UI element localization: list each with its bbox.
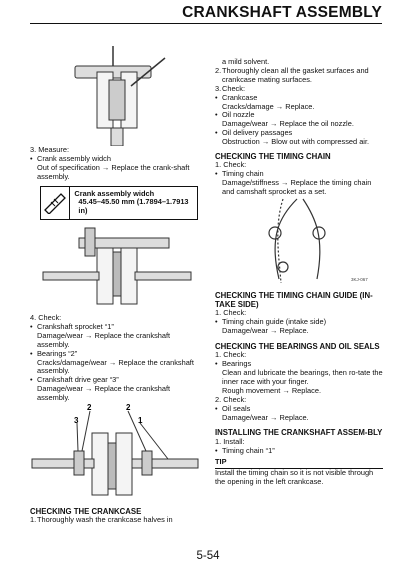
check-oil-passages: • Oil delivery passages bbox=[215, 129, 383, 138]
check-item-1-detail: Damage/wear → Replace the crankshaft assembly. bbox=[37, 330, 171, 349]
guide-heading: CHECKING THE TIMING CHAIN GUIDE (IN-TAKE SIDE) bbox=[215, 290, 373, 310]
step-3-num: 3. bbox=[215, 83, 222, 93]
spec-box bbox=[40, 186, 198, 220]
measure-detail: Out of specification → Replace the crank-shaft assembly. bbox=[37, 162, 190, 181]
check-oil-passages-detail: Obstruction → Blow out with compressed air. bbox=[222, 137, 370, 147]
spec-label: Crank assembly widch bbox=[74, 188, 155, 198]
step-2-num: 2. bbox=[215, 65, 222, 75]
check-item-3-detail: Damage/wear → Replace the crankshaft assembly. bbox=[37, 384, 171, 403]
left-column bbox=[30, 46, 200, 525]
callout-3: 3 bbox=[74, 416, 79, 426]
seal-item: • Oil seals bbox=[215, 405, 383, 414]
crankcase-step-1: 1. Thoroughly wash the crankcase halves in bbox=[30, 515, 173, 525]
install-item: • Timing chain “1” bbox=[215, 447, 383, 456]
guide-detail: Damage/wear → Replace. bbox=[222, 326, 309, 336]
guide-step: 1. Check: bbox=[215, 308, 247, 318]
bearing-detail-2: Rough movement → Replace. bbox=[222, 385, 322, 395]
spec-value: 45.45–45.50 mm (1.7894–1.7913 in) bbox=[78, 197, 189, 216]
check-item-1-name: • Crankshaft sprocket “1” bbox=[30, 323, 200, 332]
install-step: 1. Install: bbox=[215, 436, 245, 446]
bearing-detail: Clean and lubricate the bearings, then ro-tate the inner race with your finger. bbox=[222, 368, 383, 386]
callout-2a: 2 bbox=[87, 403, 92, 413]
tip-text: Install the timing chain so it is not visible through the opening in the left crankcase. bbox=[215, 468, 374, 487]
guide-item: • Timing chain guide (intake side) bbox=[215, 318, 383, 327]
bearing-heading: CHECKING THE BEARINGS AND OIL SEALS bbox=[215, 342, 380, 352]
solvent-cont: a mild solvent. bbox=[222, 57, 270, 66]
check-crankcase: • Crankcase bbox=[215, 94, 383, 103]
crankshaft-figure-top bbox=[35, 46, 195, 146]
callout-1: 1 bbox=[138, 416, 143, 426]
check-crankcase-detail: Cracks/damage → Replace. bbox=[222, 101, 315, 111]
seal-detail: Damage/wear → Replace. bbox=[222, 412, 309, 422]
header-rule bbox=[30, 23, 382, 24]
caliper-icon bbox=[41, 187, 70, 219]
check-oil-nozzle-detail: Damage/wear → Replace the oil nozzle. bbox=[222, 119, 354, 129]
check-item-2-name: • Bearings “2” bbox=[30, 350, 200, 359]
bearing-step-1: 1. Check: bbox=[215, 350, 247, 360]
timing-chain-step: 1. Check: bbox=[215, 160, 247, 170]
step-2-text: Thoroughly clean all the gasket surfaces and crankcase mating surfaces. bbox=[222, 65, 369, 84]
crankcase-step-1-text: Thoroughly wash the crankcase halves in bbox=[37, 515, 173, 525]
step-3-text: Check: bbox=[222, 83, 246, 93]
timing-chain-figure bbox=[219, 197, 379, 287]
bearing-step-2: 2. Check: bbox=[215, 394, 247, 404]
page-number: 5-54 bbox=[196, 550, 220, 562]
timing-chain-item: • Timing chain bbox=[215, 170, 383, 179]
timing-chain-figure-code: 3KJ-067 bbox=[351, 276, 368, 282]
timing-chain-heading: CHECKING THE TIMING CHAIN bbox=[215, 152, 331, 162]
check-oil-nozzle: • Oil nozzle bbox=[215, 111, 383, 120]
measure-step: 3. Measure: bbox=[30, 145, 70, 154]
step-2 bbox=[215, 67, 383, 85]
tip-label: TIP bbox=[215, 457, 227, 467]
install-heading: INSTALLING THE CRANKSHAFT ASSEM-BLY bbox=[215, 428, 383, 438]
callout-2b: 2 bbox=[126, 403, 131, 413]
crankshaft-parts-figure bbox=[30, 403, 200, 503]
timing-chain-detail: Damage/stiffness → Replace the timing chain and camshaft sprocket as a set. bbox=[222, 178, 372, 196]
crank-width-figure bbox=[35, 222, 195, 314]
right-column bbox=[215, 58, 383, 487]
check-step: 4. Check: bbox=[30, 313, 62, 323]
check-item-2-detail: Cracks/damage/wear → Replace the crankshaft assembly. bbox=[37, 357, 194, 376]
bearing-item: • Bearings bbox=[215, 360, 383, 369]
crankcase-heading: CHECKING THE CRANKCASE bbox=[30, 507, 142, 517]
measure-item: • Crank assembly widch bbox=[30, 155, 200, 164]
check-item-3-name: • Crankshaft drive gear “3” bbox=[30, 376, 200, 385]
page-header-title: CRANKSHAFT ASSEMBLY bbox=[182, 4, 382, 21]
